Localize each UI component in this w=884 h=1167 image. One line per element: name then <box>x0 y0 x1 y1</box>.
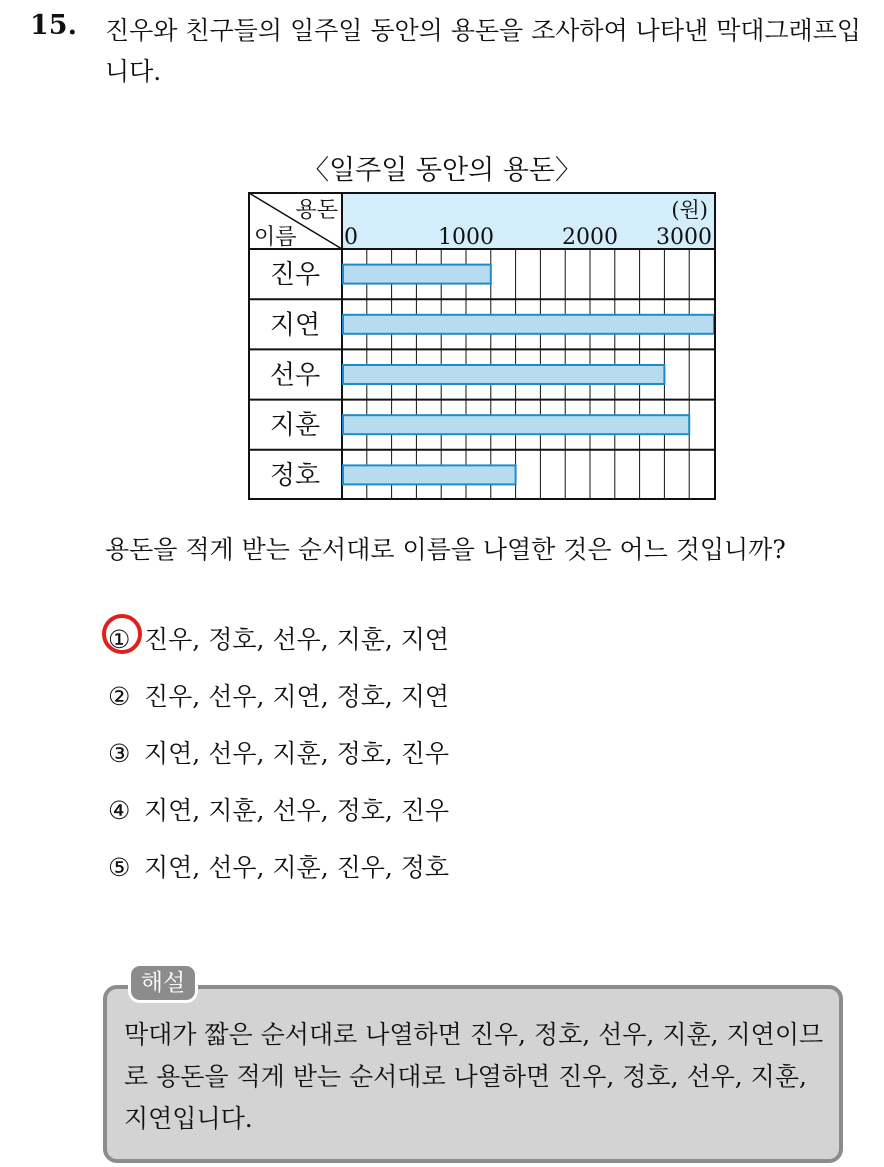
tick-label: 0 <box>344 225 358 250</box>
bar <box>343 315 714 334</box>
question-prompt: 용돈을 적게 받는 순서대로 이름을 나열한 것은 어느 것입니까? <box>105 535 786 564</box>
bar-chart <box>248 192 716 500</box>
choice-text: 지연, 선우, 지훈, 진우, 정호 <box>144 853 450 882</box>
choice-text: 진우, 선우, 지연, 정호, 지연 <box>144 682 450 711</box>
category-label: 진우 <box>269 260 321 291</box>
choice-number: ② <box>108 682 131 711</box>
tick-label: 2000 <box>562 225 618 250</box>
category-label: 선우 <box>269 360 321 391</box>
unit-label: (원) <box>671 198 708 222</box>
bar <box>343 265 491 284</box>
choice-3[interactable] <box>108 734 449 770</box>
chart-title: 〈일주일 동안의 용돈〉 <box>302 155 582 186</box>
tick-label: 1000 <box>438 225 494 250</box>
choice-number: ④ <box>108 796 131 825</box>
choice-text: 진우, 정호, 선우, 지훈, 지연 <box>144 625 450 654</box>
explanation-text: 막대가 짧은 순서대로 나열하면 진우, 정호, 선우, 지훈, 지연이므로 용돈을 적게 받는 순서대로 나열하면 진우, 정호, 선우, 지훈, 지연입니다. <box>124 1020 824 1133</box>
choice-2[interactable] <box>108 677 449 713</box>
question-text: 진우와 친구들의 일주일 동안의 용돈을 조사하여 나타낸 막대그래프입니다. <box>105 16 861 86</box>
choice-1[interactable] <box>108 620 449 656</box>
tick-label: 3000 <box>656 225 712 250</box>
choice-5[interactable] <box>108 848 449 884</box>
category-label: 지연 <box>269 310 321 341</box>
choice-4[interactable] <box>108 791 449 827</box>
bar <box>343 365 664 384</box>
bar <box>343 415 689 434</box>
header-label-name: 이름 <box>254 225 297 250</box>
explanation-tag: 해설 <box>128 963 198 1003</box>
choice-number: ⑤ <box>108 853 131 882</box>
category-label: 정호 <box>269 460 321 491</box>
question-number: 15. <box>30 10 77 41</box>
choice-text: 지연, 선우, 지훈, 정호, 진우 <box>144 739 450 768</box>
bar <box>343 465 516 484</box>
category-label: 지훈 <box>269 410 321 441</box>
choice-text: 지연, 지훈, 선우, 정호, 진우 <box>144 796 450 825</box>
choice-number: ③ <box>108 739 131 768</box>
header-label-allowance: 용돈 <box>295 198 338 223</box>
choice-number: ① <box>108 625 131 654</box>
